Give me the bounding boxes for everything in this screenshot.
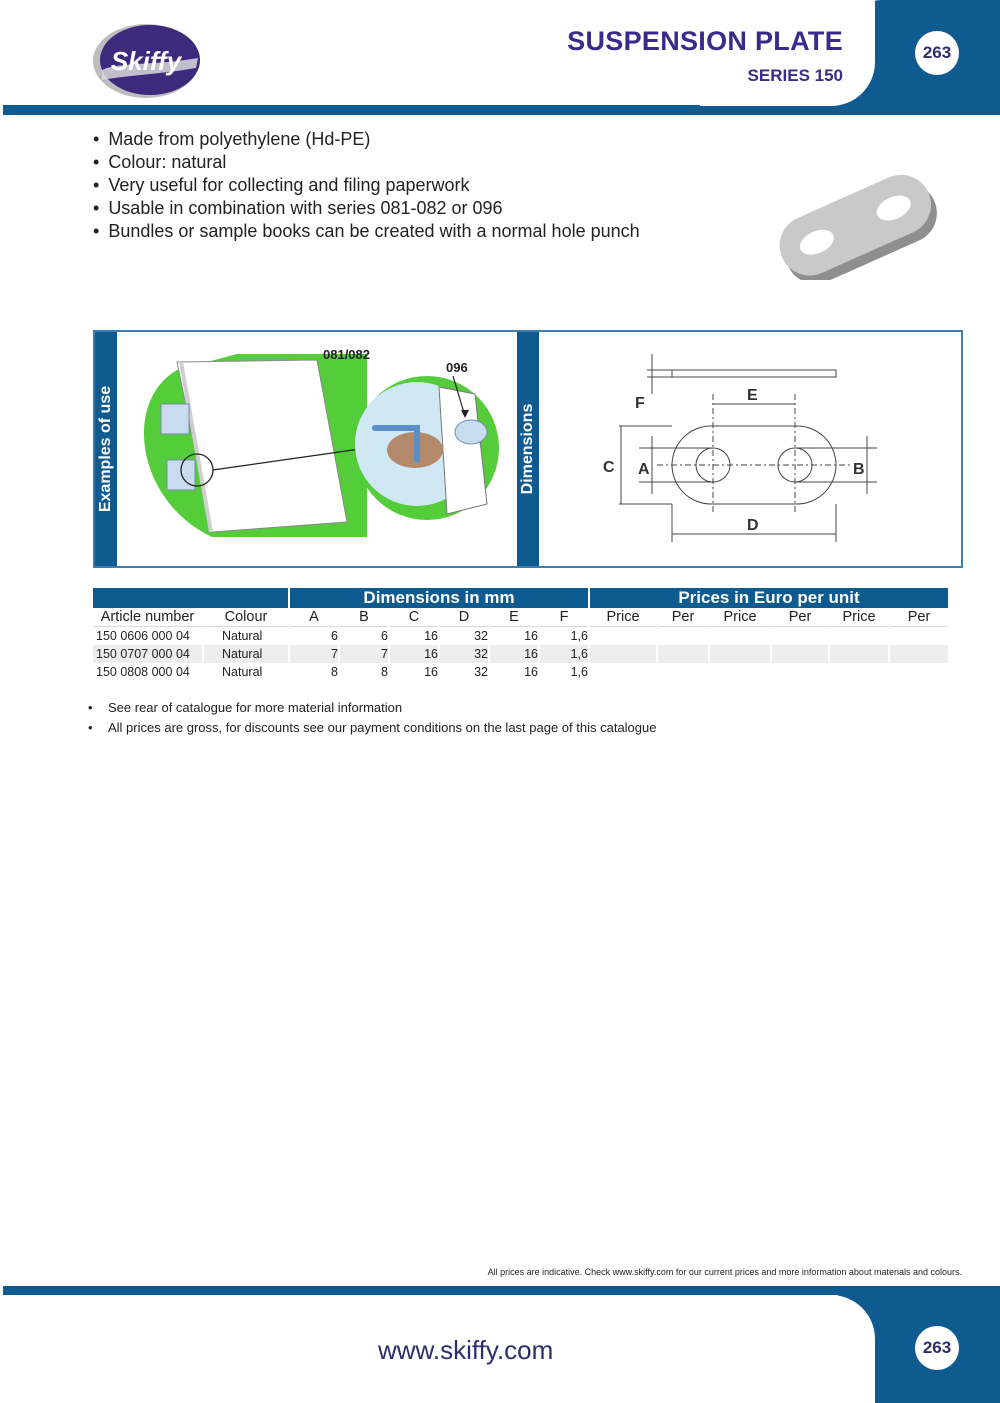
website-link[interactable]: www.skiffy.com: [378, 1335, 554, 1365]
col-price-1: Price: [590, 608, 656, 627]
notes-list: [88, 698, 656, 737]
footer-bar: [3, 1286, 1000, 1295]
cell-c: 16: [424, 629, 438, 643]
cell-e: 16: [490, 645, 538, 663]
price-disclaimer: All prices are indicative. Check www.skiffy.com for our current prices and more information about materials and colours.: [487, 1267, 962, 1277]
cell-b: 6: [381, 629, 388, 643]
cell-a: 7: [290, 645, 338, 663]
feature-item: • Made from polyethylene (Hd-PE): [93, 128, 640, 151]
cell-d: 32: [474, 629, 488, 643]
cell-e: 16: [524, 665, 538, 679]
callout-096: 096: [446, 360, 468, 375]
cell-article: 150 0808 000 04: [96, 665, 190, 679]
table-row: [93, 627, 948, 645]
header-blank: [93, 588, 288, 608]
cell-colour: Natural: [222, 629, 263, 643]
cell-price: [590, 663, 656, 681]
feature-item: • Colour: natural: [93, 151, 640, 174]
dim-label-b: B: [853, 461, 865, 478]
cell-e: 16: [524, 629, 538, 643]
cell-price: [710, 663, 770, 681]
suspension-plate-photo: [768, 165, 943, 280]
cell-price: [830, 663, 888, 681]
table-row: [93, 645, 948, 663]
col-d: D: [440, 608, 488, 627]
cell-c: 16: [424, 665, 438, 679]
cell-article: 150 0707 000 04: [93, 645, 202, 663]
cell-f: 1,6: [540, 645, 588, 663]
feature-item: • Very useful for collecting and filing paperwork: [93, 174, 640, 197]
cell-per: [890, 645, 948, 663]
logo-wordmark: Skiffy: [110, 46, 182, 76]
prices-group-header: Prices in Euro per unit: [590, 588, 948, 608]
col-b: B: [340, 608, 388, 627]
cell-colour: Natural: [222, 665, 263, 679]
cell-price: [830, 645, 888, 663]
dimensions-label: Dimensions: [517, 332, 539, 566]
dim-label-f: F: [635, 395, 645, 412]
cell-a: 8: [331, 665, 338, 679]
feature-item: • Bundles or sample books can be created with a normal hole punch: [93, 220, 640, 243]
dim-label-d: D: [747, 517, 759, 534]
cell-f: 1,6: [570, 665, 588, 679]
spec-table: [91, 588, 950, 681]
col-e: E: [490, 608, 538, 627]
note-item: • See rear of catalogue for more material information: [88, 698, 656, 718]
cell-a: 6: [331, 629, 338, 643]
dim-label-a: A: [638, 461, 650, 478]
col-price-3: Price: [830, 608, 888, 627]
col-colour: Colour: [204, 608, 288, 627]
page-number-top: 263: [915, 31, 959, 75]
col-per-3: Per: [890, 608, 948, 627]
figure-box: [93, 330, 963, 568]
examples-label: Examples of use: [95, 332, 117, 566]
dim-label-e: E: [747, 387, 758, 404]
header-bar: [3, 105, 1000, 115]
cell-per: [890, 627, 948, 645]
cell-b: 8: [381, 665, 388, 679]
cell-per: [658, 663, 708, 681]
cell-per: [772, 645, 828, 663]
note-item: • All prices are gross, for discounts see our payment conditions on the last page of this catalogue: [88, 718, 656, 738]
cell-price: [710, 627, 770, 645]
cell-per: [658, 645, 708, 663]
col-per-2: Per: [772, 608, 828, 627]
col-price-2: Price: [710, 608, 770, 627]
dimensions-group-header: Dimensions in mm: [290, 588, 588, 608]
page-title: SUSPENSION PLATE: [567, 26, 843, 56]
cell-per: [772, 663, 828, 681]
cell-per: [658, 627, 708, 645]
dim-label-c: C: [603, 459, 615, 476]
col-per-1: Per: [658, 608, 708, 627]
series-subtitle: SERIES 150: [747, 66, 843, 85]
cell-b: 7: [340, 645, 388, 663]
cell-f: 1,6: [570, 629, 588, 643]
cell-d: 32: [474, 665, 488, 679]
cell-article: 150 0606 000 04: [96, 629, 190, 643]
cell-c: 16: [390, 645, 438, 663]
cell-price: [830, 627, 888, 645]
cell-colour: Natural: [204, 645, 288, 663]
cell-per: [890, 663, 948, 681]
feature-list: [93, 128, 640, 243]
cell-price: [590, 645, 656, 663]
page-number-bottom: 263: [915, 1326, 959, 1370]
cell-d: 32: [440, 645, 488, 663]
skiffy-logo: [92, 22, 204, 100]
table-row: [93, 663, 948, 681]
col-a: A: [290, 608, 338, 627]
cell-price: [590, 627, 656, 645]
callout-081-082: 081/082: [323, 347, 370, 362]
col-article-number: Article number: [93, 608, 202, 627]
footer-url-panel: [700, 1295, 875, 1403]
examples-illustration: [117, 332, 517, 566]
col-f: F: [540, 608, 588, 627]
cell-per: [772, 627, 828, 645]
feature-item: • Usable in combination with series 081-082 or 096: [93, 197, 640, 220]
col-c: C: [390, 608, 438, 627]
cell-price: [710, 645, 770, 663]
dimensions-drawing: [539, 332, 959, 566]
